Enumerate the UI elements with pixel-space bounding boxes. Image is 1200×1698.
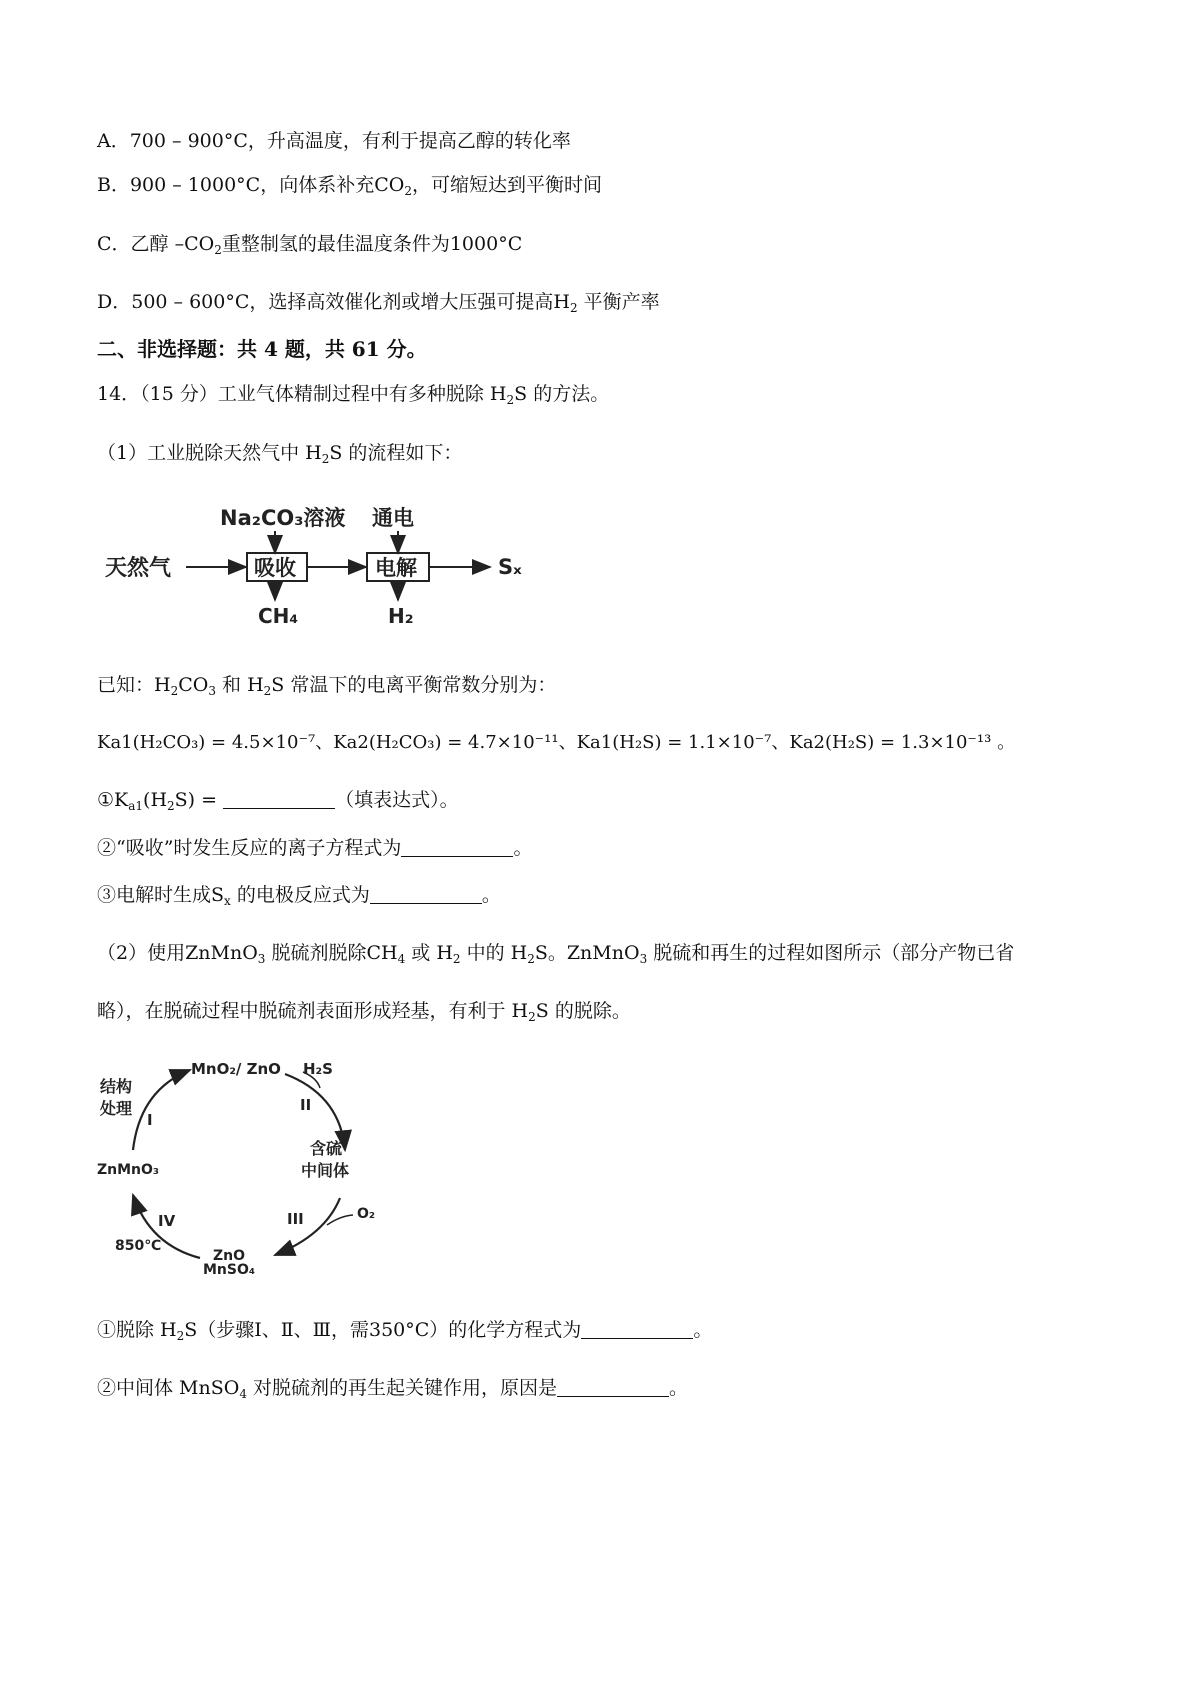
cycle-step2: II [300,1096,312,1114]
cycle-intermediate-2: 中间体 [301,1161,350,1180]
cycle-struct-2: 处理 [100,1099,133,1118]
answer-blank-1[interactable] [223,790,335,809]
section-heading: 二、非选择题：共 4 题，共 61 分。 [97,337,427,361]
flow-product1: CH₄ [258,604,299,628]
flow-step1: 吸收 [254,556,296,580]
option-a-text: A．700 – 900°C，升高温度，有利于提高乙醇的转化率 [97,130,571,152]
answer-blank-2[interactable] [401,838,513,857]
constants-line: Ka1(H₂CO₃) = 4.5×10⁻⁷、Ka2(H₂CO₃) = 4.7×10⁻¹¹、Ka1(H₂S) = 1.1×10⁻⁷、Ka2(H₂S) = 1.3×10⁻¹³ 。 [97,732,1016,753]
flow-input: 天然气 [105,556,172,581]
cycle-diagram [95,1050,395,1290]
q14-part1-intro: （1）工业脱除天然气中 $H_2S$ 的流程如下： [97,442,463,466]
part2-line1: （2）使用ZnMnO$_3$ 脱硫剂脱除$CH_4$ 或 $H_2$ 中的 $H_2S$。ZnMnO$_3$ 脱硫和再生的过程如图所示（部分产物已省 [97,942,1015,966]
q14-stem: 14．（15 分）工业气体精制过程中有多种脱除 $H_2S$ 的方法。 [97,383,610,407]
cycle-intermediate-1: 含硫 [310,1139,343,1158]
cycle-bottom-2: MnSO₄ [203,1262,256,1278]
flow-output: Sₓ [498,555,522,579]
cycle-bottom-1: ZnO [213,1248,246,1264]
cycle-o2: O₂ [357,1206,376,1222]
sub-question-2: ②“吸收”时发生反应的离子方程式为 。 [97,837,533,859]
flow-product2: H₂ [388,604,414,628]
option-c: C．乙醇 $-CO_2$重整制氢的最佳温度条件为1000°C [97,233,523,257]
cycle-step1: I [147,1111,153,1129]
part2-question-2: ②中间体 MnSO$_4$ 对脱硫剂的再生起关键作用，原因是 。 [97,1377,689,1401]
cycle-step3: III [287,1210,304,1228]
cycle-temp: 850℃ [115,1238,162,1254]
option-b: B．900 – 1000°C，向体系补充$CO_2$，可缩短达到平衡时间 [97,174,602,198]
sub-question-1: $①K_{a1}(H_2S)$ = （填表达式）。 [97,789,459,813]
part2-line2: 略），在脱硫过程中脱硫剂表面形成羟基，有利于 $H_2S$ 的脱除。 [97,1000,631,1024]
part2-question-1: ①脱除 $H_2S$（步骤Ⅰ、Ⅱ、Ⅲ，需350°C）的化学方程式为 。 [97,1319,713,1343]
cycle-struct-1: 结构 [100,1077,133,1096]
option-d: D．500 – 600°C，选择高效催化剂或增大压强可提高$H_2$ 平衡产率 [97,291,660,315]
cycle-left: ZnMnO₃ [97,1162,160,1178]
flow-diagram [100,495,540,640]
cycle-top: MnO₂/ ZnO [191,1060,281,1078]
sub-question-3: ③电解时生成$S_x$ 的电极反应式为 。 [97,884,501,908]
answer-blank-5[interactable] [557,1378,669,1397]
flow-reagent: Na₂CO₃溶液 [220,506,346,530]
option-a [97,128,571,154]
answer-blank-4[interactable] [581,1320,693,1339]
flow-step2: 电解 [375,556,417,580]
known-line: 已知：$H_2CO_3$ 和 $H_2S$ 常温下的电离平衡常数分别为： [97,674,557,698]
flow-power: 通电 [372,506,414,530]
cycle-h2s: H₂S [303,1060,333,1078]
cycle-step4: IV [158,1212,176,1230]
answer-blank-3[interactable] [370,885,482,904]
